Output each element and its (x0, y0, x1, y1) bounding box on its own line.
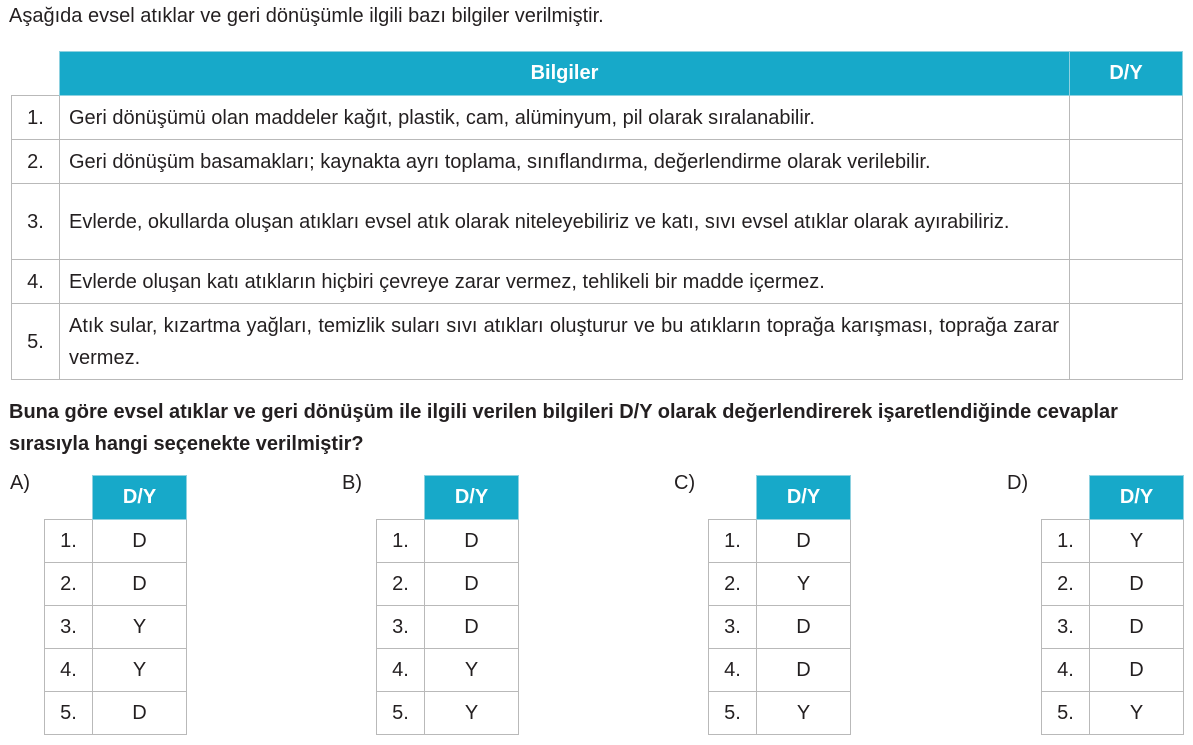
table-row (12, 260, 1183, 304)
option-a-label[interactable]: A) (10, 472, 30, 494)
table-row (709, 563, 851, 606)
row-number: 4. (1042, 649, 1090, 692)
row-number: 3. (377, 606, 425, 649)
option-header: D/Y (93, 476, 187, 520)
info-table (11, 51, 1183, 380)
answer-value: Y (93, 649, 187, 692)
table-row (1042, 649, 1184, 692)
table-row (709, 520, 851, 563)
table-row (45, 520, 187, 563)
answer-value: Y (1090, 520, 1184, 563)
header-info: Bilgiler (60, 52, 1070, 96)
dy-answer-cell[interactable] (1070, 140, 1183, 184)
table-row (1042, 563, 1184, 606)
table-row (45, 649, 187, 692)
table-row (12, 96, 1183, 140)
answer-value: D (1090, 649, 1184, 692)
row-number: 1. (45, 520, 93, 563)
option-b-label[interactable]: B) (342, 472, 362, 494)
row-number: 3. (1042, 606, 1090, 649)
answer-value: D (1090, 563, 1184, 606)
answer-value: Y (757, 692, 851, 735)
table-row (45, 563, 187, 606)
answer-value: Y (757, 563, 851, 606)
answer-value: Y (425, 692, 519, 735)
table-row (45, 606, 187, 649)
row-number: 1. (377, 520, 425, 563)
table-row (377, 563, 519, 606)
answer-value: D (425, 563, 519, 606)
row-number: 1. (709, 520, 757, 563)
table-row (377, 649, 519, 692)
answer-value: Y (93, 606, 187, 649)
answer-value: Y (425, 649, 519, 692)
option-c-label[interactable]: C) (674, 472, 696, 494)
table-row (709, 692, 851, 735)
intro-text: Aşağıda evsel atıklar ve geri dönüşümle ilgili bazı bilgiler verilmiştir. (9, 5, 604, 27)
option-header: D/Y (1090, 476, 1184, 520)
row-number: 3. (12, 184, 60, 260)
row-text: Geri dönüşüm basamakları; kaynakta ayrı toplama, sınıflandırma, değerlendirme olarak verilebilir. (60, 140, 1070, 184)
answer-value: D (425, 520, 519, 563)
row-number: 1. (12, 96, 60, 140)
answer-value: D (757, 606, 851, 649)
row-number: 4. (12, 260, 60, 304)
header-blank (45, 476, 93, 520)
row-text: Geri dönüşümü olan maddeler kağıt, plastik, cam, alüminyum, pil olarak sıralanabilir. (60, 96, 1070, 140)
answer-value: D (757, 649, 851, 692)
option-c-table[interactable] (708, 475, 851, 735)
table-row (1042, 692, 1184, 735)
question-text: Buna göre evsel atıklar ve geri dönüşüm ile ilgili verilen bilgileri D/Y olarak değerlendirerek işaretlendiğinde cevaplar sırasıyla hangi seçenekte verilmiştir? (9, 401, 1118, 455)
table-row (377, 520, 519, 563)
table-row (1042, 606, 1184, 649)
header-blank (377, 476, 425, 520)
answer-value: D (757, 520, 851, 563)
table-row (709, 606, 851, 649)
table-row (45, 692, 187, 735)
row-number: 5. (377, 692, 425, 735)
option-header: D/Y (757, 476, 851, 520)
answer-value: D (1090, 606, 1184, 649)
header-blank (12, 52, 60, 96)
option-d-label[interactable]: D) (1007, 472, 1029, 494)
row-number: 4. (377, 649, 425, 692)
row-text: Atık sular, kızartma yağları, temizlik suları sıvı atıkları oluşturur ve bu atıkların toprağa karışması, toprağa zarar vermez. (60, 304, 1070, 380)
row-number: 5. (709, 692, 757, 735)
row-number: 2. (1042, 563, 1090, 606)
dy-answer-cell[interactable] (1070, 304, 1183, 380)
option-header: D/Y (425, 476, 519, 520)
answer-value: D (93, 563, 187, 606)
option-d-table[interactable] (1041, 475, 1184, 735)
answer-value: D (93, 520, 187, 563)
table-row (1042, 520, 1184, 563)
option-a-table[interactable] (44, 475, 187, 735)
row-number: 1. (1042, 520, 1090, 563)
header-blank (709, 476, 757, 520)
table-row (12, 304, 1183, 380)
row-number: 2. (45, 563, 93, 606)
table-row (709, 649, 851, 692)
row-number: 2. (709, 563, 757, 606)
table-row (12, 140, 1183, 184)
dy-answer-cell[interactable] (1070, 260, 1183, 304)
option-b-table[interactable] (376, 475, 519, 735)
row-text: Evlerde, okullarda oluşan atıkları evsel atık olarak niteleyebiliriz ve katı, sıvı evsel atıklar olarak ayırabiliriz. (60, 184, 1070, 260)
row-number: 2. (377, 563, 425, 606)
row-number: 2. (12, 140, 60, 184)
row-number: 4. (45, 649, 93, 692)
table-row (377, 606, 519, 649)
row-number: 4. (709, 649, 757, 692)
answer-value: D (93, 692, 187, 735)
row-text: Evlerde oluşan katı atıkların hiçbiri çevreye zarar vermez, tehlikeli bir madde içermez. (60, 260, 1070, 304)
row-number: 3. (45, 606, 93, 649)
header-dy: D/Y (1070, 52, 1183, 96)
answer-value: Y (1090, 692, 1184, 735)
row-number: 3. (709, 606, 757, 649)
row-number: 5. (45, 692, 93, 735)
row-number: 5. (1042, 692, 1090, 735)
table-row (12, 184, 1183, 260)
row-number: 5. (12, 304, 60, 380)
dy-answer-cell[interactable] (1070, 184, 1183, 260)
answer-value: D (425, 606, 519, 649)
dy-answer-cell[interactable] (1070, 96, 1183, 140)
table-row (377, 692, 519, 735)
header-blank (1042, 476, 1090, 520)
